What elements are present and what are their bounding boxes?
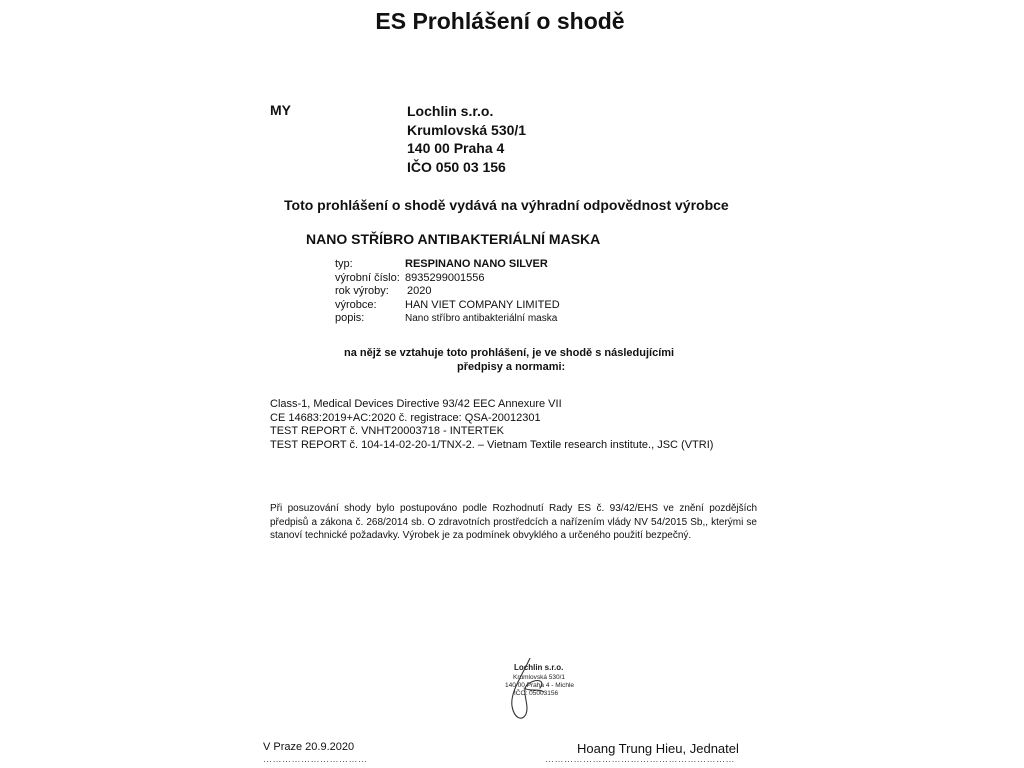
detail-value: HAN VIET COMPANY LIMITED: [405, 298, 560, 311]
place-signature-line: ……………………………: [263, 754, 368, 764]
document-title: ES Prohlášení o shodě: [375, 8, 625, 34]
detail-label: výrobce:: [335, 298, 377, 311]
stamp-signature-graphic: [500, 658, 610, 728]
detail-value: 2020: [407, 285, 432, 297]
detail-value: 8935299001556: [405, 271, 485, 284]
standard-item: Class-1, Medical Devices Directive 93/42 EEC Annexure VII: [270, 398, 562, 410]
stamp-line: 140 00 Praha 4 - Michle: [505, 682, 575, 689]
detail-row-type: [335, 258, 560, 272]
street-address: Krumlovská 530/1: [407, 121, 527, 138]
detail-row-description: [335, 312, 560, 326]
detail-row-serial: [335, 272, 560, 286]
detail-label: rok výroby:: [335, 285, 389, 297]
place-date: V Praze 20.9.2020: [263, 741, 355, 753]
signer-signature-line: ……………………………………………………: [545, 754, 735, 764]
stamp-line: Lochlin s.r.o.: [514, 663, 564, 672]
standards-list: [270, 398, 713, 453]
standard-item: TEST REPORT č. 104-14-02-20-1/TNX-2. – Vietnam Textile research institute., JSC (VTRI): [270, 439, 714, 452]
standard-item: CE 14683:2019+AC:2020 č. registrace: QSA-20012301: [270, 411, 541, 424]
stamp-line: Krumlovská 530/1: [513, 674, 566, 681]
declaration-statement: Toto prohlášení o shodě vydává na výhradní odpovědnost výrobce: [284, 197, 729, 213]
detail-label: výrobní číslo:: [335, 271, 400, 284]
company-id: IČO 050 03 156: [407, 158, 506, 175]
conformity-line-1: na nějž se vztahuje toto prohlášení, je ve shodě s následujícími: [344, 347, 675, 359]
manufacturer-address: [407, 102, 526, 176]
detail-label: typ:: [335, 258, 353, 270]
company-name: Lochlin s.r.o.: [407, 103, 494, 119]
detail-value: RESPINANO NANO SILVER: [405, 258, 548, 270]
manufacturer-label: MY: [270, 102, 291, 118]
assessment-paragraph: Při posuzování shody bylo postupováno podle Rozhodnutí Rady ES č. 93/42/EHS ve znění pozdějších předpisů a zákona č. 268/2014 sb. O zdravotních prostředcích a nařízením vlády NV 54/2015 Sb,, kterými se stanoví technické požadavky. Výrobek je za podmínek obvyklého a určeného použití bezpečný.: [270, 503, 757, 541]
detail-row-year: [335, 285, 560, 299]
postal-city: 140 00 Praha 4: [407, 140, 505, 156]
signer-name: Hoang Trung Hieu, Jednatel: [577, 741, 739, 756]
detail-row-manufacturer: [335, 299, 560, 313]
conformity-line-2: předpisy a normami:: [457, 361, 566, 373]
detail-value: Nano stříbro antibakteriální maska: [405, 313, 558, 324]
standard-item: TEST REPORT č. VNHT20003718 - INTERTEK: [270, 425, 504, 438]
product-name: NANO STŘÍBRO ANTIBAKTERIÁLNÍ MASKA: [306, 231, 601, 247]
company-stamp-signature: [500, 658, 610, 728]
detail-label: popis:: [335, 312, 365, 324]
stamp-line: IČO: 05003156: [514, 690, 559, 697]
product-details-table: [335, 258, 560, 326]
conformity-text: [344, 346, 674, 374]
